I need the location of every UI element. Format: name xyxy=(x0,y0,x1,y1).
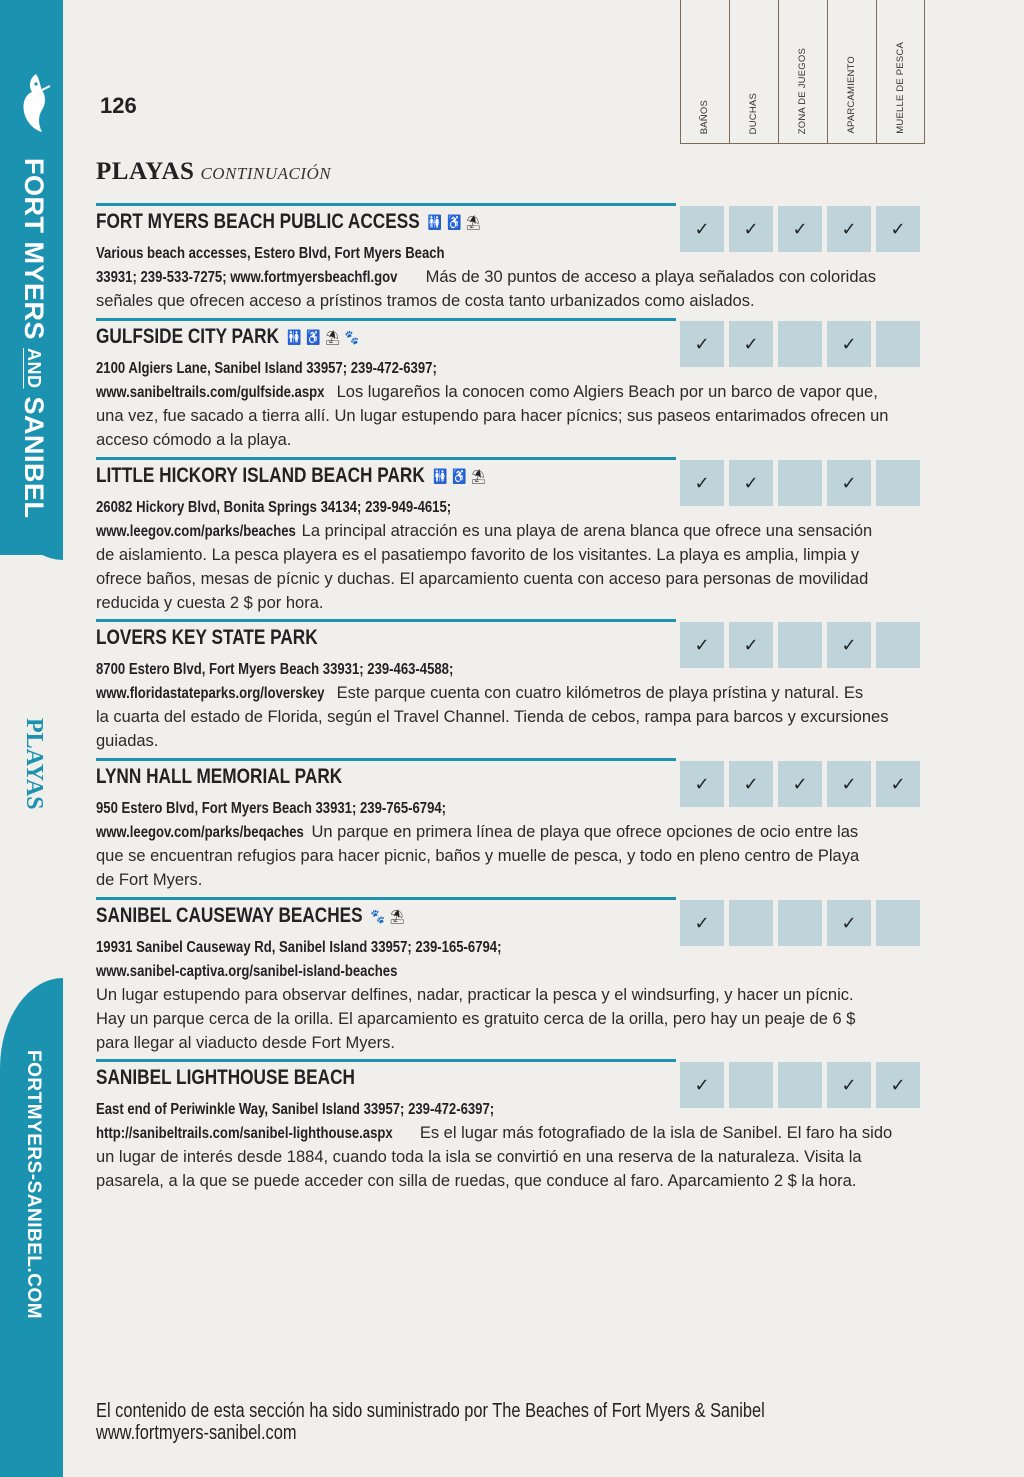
entry-rule xyxy=(96,1059,676,1062)
checkmark-icon: ✓ xyxy=(890,218,906,239)
description-text: de aislamiento. La pesca playera es el pasatiempo favorito de los visitantes. La playa es amplia, limpia y xyxy=(96,546,860,564)
description-line xyxy=(96,868,926,892)
description-line xyxy=(96,428,926,452)
column-muelle-de-pesca xyxy=(876,0,925,144)
description-line xyxy=(96,1121,926,1145)
description-line xyxy=(96,1031,926,1055)
beach-address: Various beach accesses, Estero Blvd, Fort Myers Beach xyxy=(96,245,445,262)
beach-description xyxy=(96,1097,926,1193)
column-aparcamiento xyxy=(827,0,876,144)
column-banos xyxy=(680,0,729,144)
beach-description xyxy=(96,657,926,753)
beach-address: 19931 Sanibel Causeway Rd, Sanibel Island 33957; 239-165-6794; xyxy=(96,939,502,956)
beach-address-url: www.leegov.com/parks/beaches xyxy=(96,523,296,540)
description-line xyxy=(96,959,926,983)
description-line xyxy=(96,681,926,705)
description-text: guiadas. xyxy=(96,732,159,750)
checkmark-icon: ✓ xyxy=(890,1074,906,1095)
description-text: Un lugar estupendo para observar delfines, nadar, practicar la pesca y el windsurfing, y hacer un pícnic. xyxy=(96,986,854,1004)
description-text: Más de 30 puntos de acceso a playa señalados con coloridas xyxy=(425,268,876,286)
heron-logo-icon xyxy=(16,72,52,136)
column-duchas xyxy=(729,0,778,144)
checkmark-icon: ✓ xyxy=(792,218,808,239)
description-line xyxy=(96,729,926,753)
beach-address-url: http://sanibeltrails.com/sanibel-lighthouse.aspx xyxy=(96,1125,393,1142)
beach-address-url: www.sanibel-captiva.org/sanibel-island-beaches xyxy=(96,963,398,980)
description-line xyxy=(96,820,926,844)
description-line xyxy=(96,241,926,265)
sidebar xyxy=(0,0,63,1477)
brand-sanibel: SANIBEL xyxy=(19,396,49,519)
description-line xyxy=(96,657,926,681)
description-line xyxy=(96,519,926,543)
column-zona-de-juegos xyxy=(778,0,827,144)
checkmark-icon: ✓ xyxy=(841,912,857,933)
footer xyxy=(96,1400,912,1444)
description-text: de Fort Myers. xyxy=(96,871,203,889)
beach-name xyxy=(96,210,482,234)
beach-address: East end of Periwinkle Way, Sanibel Island 33957; 239-472-6397; xyxy=(96,1101,495,1118)
column-label: BAÑOS xyxy=(699,99,710,134)
checkmark-icon: ✓ xyxy=(694,472,710,493)
description-text: Los lugareños la conocen como Algiers Beach por un barco de vapor que, xyxy=(336,383,878,401)
description-text: Este parque cuenta con cuatro kilómetros de playa prístina y natural. Es xyxy=(336,684,864,702)
brand-fort-myers: FORT MYERS xyxy=(19,158,49,341)
beach-description xyxy=(96,935,926,1055)
checkmark-icon: ✓ xyxy=(743,472,759,493)
section-title-sub: CONTINUACIÓN xyxy=(200,164,332,183)
amenity-icons: 🚻 ♿ ⛱ 🐾 xyxy=(287,328,361,345)
page-number: 126 xyxy=(100,93,137,118)
section-title-main: PLAYAS xyxy=(96,158,195,185)
beach-name-text: SANIBEL LIGHTHOUSE BEACH xyxy=(96,1066,355,1089)
beach-name xyxy=(96,626,326,650)
beach-address: 26082 Hickory Blvd, Bonita Springs 34134; 239-949-4615; xyxy=(96,499,452,516)
entry-rule xyxy=(96,897,676,900)
beach-address-url: www.floridastateparks.org/loverskey xyxy=(96,685,325,702)
description-text: ofrece baños, mesas de pícnic y duchas. El aparcamiento cuenta con acceso para personas de movilidad xyxy=(96,570,869,588)
checkmark-icon: ✓ xyxy=(841,773,857,794)
entry-rule xyxy=(96,457,676,460)
checkmark-icon: ✓ xyxy=(694,634,710,655)
checkmark-icon: ✓ xyxy=(694,912,710,933)
beach-address-url: www.leegov.com/parks/beqaches xyxy=(96,824,304,841)
beach-address: 8700 Estero Blvd, Fort Myers Beach 33931; 239-463-4588; xyxy=(96,661,454,678)
description-line xyxy=(96,796,926,820)
beach-address-url: 33931; 239-533-7275; www.fortmyersbeachfl.gov xyxy=(96,269,398,286)
description-text: un lugar de interés desde 1884, cuando toda la isla se convirtió en una reserva de la naturaleza. Visita la xyxy=(96,1148,862,1166)
column-label: ZONA DE JUEGOS xyxy=(797,47,808,134)
description-text: una vez, fue sacado a tierra allí. Un lugar estupendo para hacer pícnics; sus paseos entarimados ofrecen un xyxy=(96,407,889,425)
checkmark-icon: ✓ xyxy=(694,333,710,354)
description-line xyxy=(96,289,926,313)
beach-address: 2100 Algiers Lane, Sanibel Island 33957; 239-472-6397; xyxy=(96,360,437,377)
description-line xyxy=(96,1097,926,1121)
description-text: La principal atracción es una playa de arena blanca que ofrece una sensación xyxy=(301,522,873,540)
description-line xyxy=(96,380,926,404)
checkmark-icon: ✓ xyxy=(743,333,759,354)
checkmark-icon: ✓ xyxy=(694,773,710,794)
column-label: DUCHAS xyxy=(748,92,759,134)
description-line xyxy=(96,495,926,519)
checkmark-icon: ✓ xyxy=(792,773,808,794)
description-line xyxy=(96,543,926,567)
description-line xyxy=(96,983,926,1007)
description-line xyxy=(96,404,926,428)
entry-rule xyxy=(96,203,676,206)
description-line xyxy=(96,1145,926,1169)
description-text: acceso cómodo a la playa. xyxy=(96,431,292,449)
beach-name-text: FORT MYERS BEACH PUBLIC ACCESS xyxy=(96,210,420,233)
description-line xyxy=(96,591,926,615)
description-line xyxy=(96,935,926,959)
amenity-icons: 🐾 ⛱ xyxy=(370,907,406,924)
description-text: que se encuentran refugios para hacer picnic, baños y muelle de pesca, y todo en pleno centro de Playa xyxy=(96,847,860,865)
brand-and: AND xyxy=(24,348,44,389)
checkmark-icon: ✓ xyxy=(743,218,759,239)
beach-description xyxy=(96,796,926,892)
column-label: APARCAMIENTO xyxy=(846,56,857,134)
beach-name xyxy=(96,1066,363,1090)
description-text: Un parque en primera línea de playa que ofrece opciones de ocio entre las xyxy=(311,823,859,841)
beach-name xyxy=(96,904,405,928)
description-text: señales que ofrecen acceso a prístinos tramos de costa tanto urbanizados como aislados. xyxy=(96,292,755,310)
beach-name-text: GULFSIDE CITY PARK xyxy=(96,325,280,348)
beach-address-url: www.sanibeltrails.com/gulfside.aspx xyxy=(96,384,325,401)
amenity-icons: 🚻 ♿ ⛱ xyxy=(432,467,487,484)
checkmark-icon: ✓ xyxy=(841,1074,857,1095)
section-title xyxy=(96,158,331,186)
entry-rule xyxy=(96,619,676,622)
checkmark-icon: ✓ xyxy=(694,218,710,239)
description-line xyxy=(96,356,926,380)
beach-name-text: LYNN HALL MEMORIAL PARK xyxy=(96,765,343,788)
beach-name xyxy=(96,765,350,789)
description-text: Es el lugar más fotografiado de la isla de Sanibel. El faro ha sido xyxy=(419,1124,893,1142)
sidebar-section-label: PLAYAS xyxy=(21,718,47,810)
footer-credit: El contenido de esta sección ha sido suministrado por The Beaches of Fort Myers & Sanibel xyxy=(96,1400,765,1422)
beach-description xyxy=(96,241,926,313)
beach-address: 950 Estero Blvd, Fort Myers Beach 33931; 239-765-6794; xyxy=(96,800,447,817)
beach-description xyxy=(96,356,926,452)
entry-rule xyxy=(96,318,676,321)
beach-name xyxy=(96,464,487,488)
entry-rule xyxy=(96,758,676,761)
checkmark-icon: ✓ xyxy=(841,634,857,655)
description-line xyxy=(96,1169,926,1193)
checkmark-icon: ✓ xyxy=(743,773,759,794)
checkmark-icon: ✓ xyxy=(694,1074,710,1095)
description-line xyxy=(96,265,926,289)
description-line xyxy=(96,705,926,729)
amenity-column-headers xyxy=(680,0,925,144)
beach-name-text: LITTLE HICKORY ISLAND BEACH PARK xyxy=(96,464,425,487)
beach-description xyxy=(96,495,926,615)
description-text: la cuarta del estado de Florida, según el Travel Channel. Tienda de cebos, rampa para barcos y excursiones xyxy=(96,708,889,726)
beach-name-text: LOVERS KEY STATE PARK xyxy=(96,626,318,649)
description-text: Hay un parque cerca de la orilla. El aparcamiento es gratuito cerca de la orilla, pero hay un peaje de 6 $ xyxy=(96,1010,856,1028)
beach-name-text: SANIBEL CAUSEWAY BEACHES xyxy=(96,904,363,927)
checkmark-icon: ✓ xyxy=(743,634,759,655)
column-label: MUELLE DE PESCA xyxy=(895,42,906,134)
description-text: pasarela, a la que se puede acceder con silla de ruedas, que conduce al faro. Aparcamiento 2 $ la hora. xyxy=(96,1172,857,1190)
checkmark-icon: ✓ xyxy=(841,218,857,239)
beach-name xyxy=(96,325,360,349)
checkmark-icon: ✓ xyxy=(841,472,857,493)
description-text: para llegar al viaducto desde Fort Myers. xyxy=(96,1034,395,1052)
description-line xyxy=(96,844,926,868)
sidebar-brand xyxy=(18,158,49,519)
description-line xyxy=(96,1007,926,1031)
checkmark-icon: ✓ xyxy=(890,773,906,794)
description-line xyxy=(96,567,926,591)
sidebar-url: FORTMYERS-SANIBEL.COM xyxy=(23,1050,44,1320)
checkmark-icon: ✓ xyxy=(841,333,857,354)
amenity-icons: 🚻 ♿ ⛱ xyxy=(427,213,482,230)
footer-url: www.fortmyers-sanibel.com xyxy=(96,1422,297,1444)
description-text: reducida y cuesta 2 $ por hora. xyxy=(96,594,324,612)
